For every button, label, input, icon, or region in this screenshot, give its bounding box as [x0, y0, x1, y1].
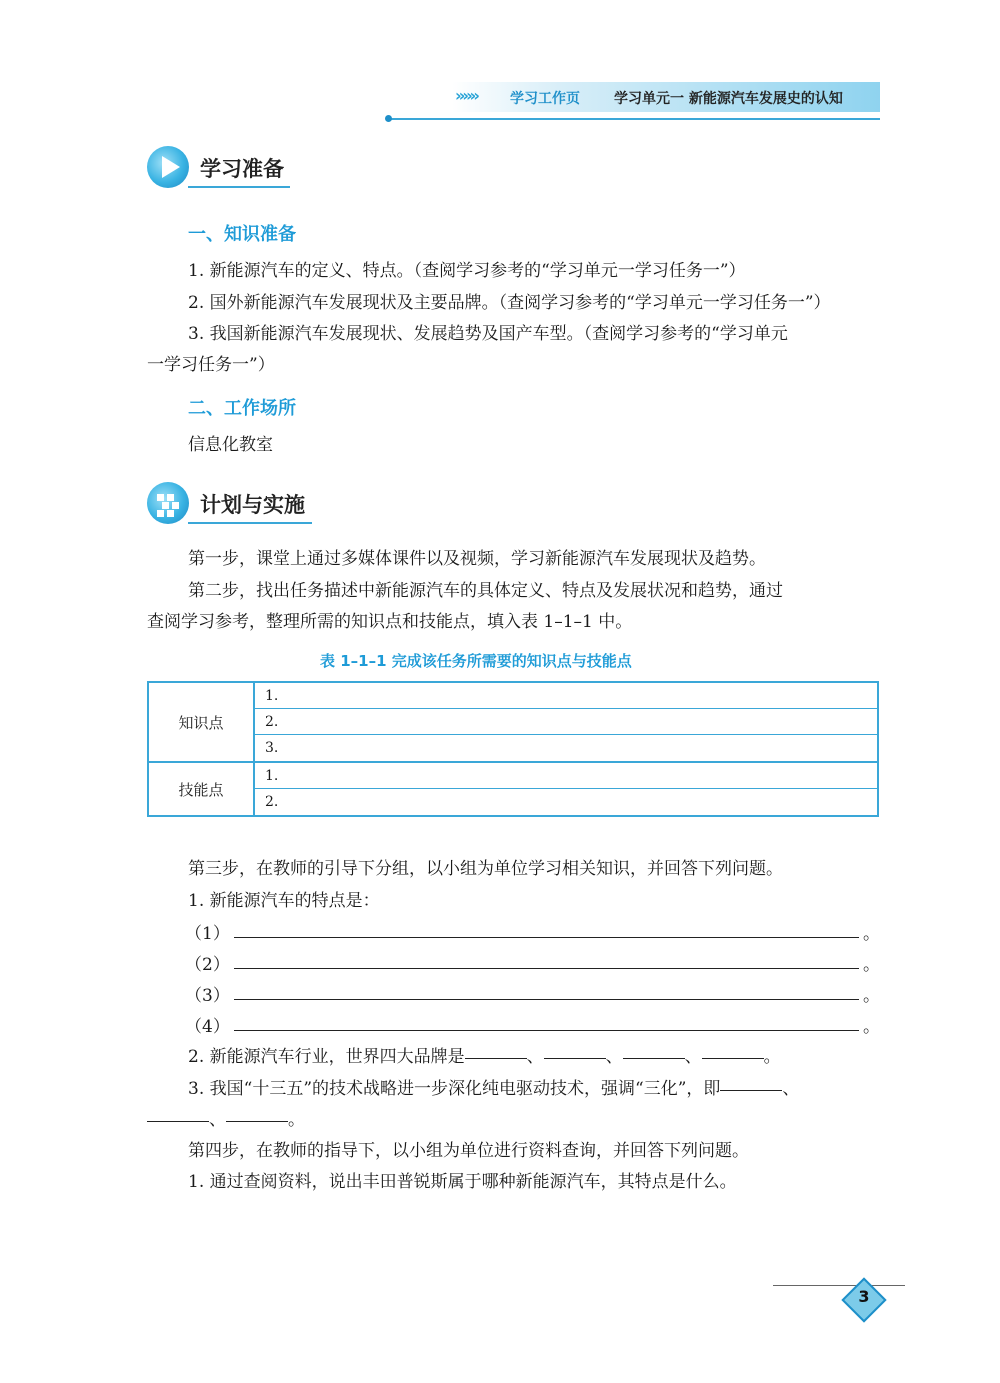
knowledge-heading: 一、知识准备 [188, 224, 296, 245]
separator: 、 [526, 1047, 544, 1067]
table-label: 技能点 [149, 763, 255, 815]
answer-blank[interactable] [720, 1089, 782, 1091]
answer-blank[interactable] [234, 936, 859, 938]
answer-row[interactable] [185, 951, 880, 975]
step3-question-3 [188, 1078, 799, 1100]
step3-question-3-cont [147, 1109, 305, 1131]
knowledge-skill-table [147, 681, 879, 817]
answer-blank[interactable] [234, 998, 859, 1000]
end-mark: 。 [288, 1110, 305, 1130]
step3-intro: 第三步，在教师的引导下分组，以小组为单位学习相关知识，并回答下列问题。 [188, 859, 783, 879]
answer-row[interactable] [185, 1013, 880, 1037]
step1-text: 第一步，课堂上通过多媒体课件以及视频，学习新能源汽车发展现状及趋势。 [188, 549, 766, 569]
step4-question-1: 1. 通过查阅资料，说出丰田普锐斯属于哪种新能源汽车，其特点是什么。 [188, 1172, 737, 1192]
answer-blank[interactable] [234, 1029, 859, 1031]
end-mark: 。 [863, 955, 880, 975]
page-number-rule [773, 1285, 905, 1286]
q3-text: 3. 我国“十三五”的技术战略进一步深化纯电驱动技术，强调“三化”，即 [188, 1079, 721, 1099]
end-mark: 。 [863, 986, 880, 1006]
step2-text: 查阅学习参考，整理所需的知识点和技能点，填入表 1–1–1 中。 [147, 612, 633, 632]
section-title-preparation: 学习准备 [200, 157, 284, 181]
header-rule [389, 118, 880, 120]
section-title-plan: 计划与实施 [200, 493, 305, 517]
separator: 、 [684, 1047, 702, 1067]
answer-row[interactable] [185, 920, 880, 944]
section-underline [188, 522, 312, 524]
step2-text: 第二步，找出任务描述中新能源汽车的具体定义、特点及发展状况和趋势，通过 [188, 581, 783, 601]
answer-blank[interactable] [234, 967, 859, 969]
knowledge-item: 3. 我国新能源汽车发展现状、发展趋势及国产车型。（查阅学习参考的“学习单元 [188, 324, 788, 344]
answer-blank[interactable] [147, 1120, 209, 1122]
workplace-value: 信息化教室 [188, 435, 273, 455]
table-cell[interactable]: 1. [255, 683, 877, 709]
separator: 、 [209, 1110, 226, 1130]
answer-label: （2） [185, 955, 230, 975]
header-work-page: 学习工作页 [510, 91, 580, 107]
answer-blank[interactable] [702, 1057, 764, 1059]
table-cell[interactable]: 2. [265, 794, 279, 810]
end-mark: 。 [763, 1047, 781, 1067]
q2-prefix: 2. 新能源汽车行业，世界四大品牌是 [188, 1047, 465, 1067]
play-icon [147, 146, 189, 188]
answer-label: （4） [185, 1017, 230, 1037]
step4-intro: 第四步，在教师的指导下，以小组为单位进行资料查询，并回答下列问题。 [188, 1141, 749, 1161]
header-dot [385, 115, 392, 122]
end-mark: 。 [863, 924, 880, 944]
step3-question-2 [188, 1046, 781, 1068]
grid-icon [147, 482, 189, 524]
table-cell[interactable]: 2. [255, 709, 877, 735]
header-unit-title: 学习单元一 新能源汽车发展史的认知 [614, 91, 843, 107]
table-cell[interactable]: 3. [265, 740, 279, 756]
table-cell[interactable]: 1. [255, 763, 877, 789]
table-label: 知识点 [149, 683, 255, 761]
separator: 、 [782, 1079, 800, 1099]
step3-question-1: 1. 新能源汽车的特点是： [188, 891, 380, 911]
knowledge-item: 一学习任务一”） [147, 355, 275, 375]
chevron-icon: »»» [455, 86, 478, 105]
answer-blank[interactable] [623, 1057, 685, 1059]
answer-blank[interactable] [465, 1057, 527, 1059]
table-group-knowledge [149, 683, 877, 763]
answer-label: （3） [185, 986, 230, 1006]
separator: 、 [605, 1047, 623, 1067]
knowledge-item: 1. 新能源汽车的定义、特点。（查阅学习参考的“学习单元一学习任务一”） [188, 261, 746, 281]
answer-label: （1） [185, 924, 230, 944]
answer-blank[interactable] [544, 1057, 606, 1059]
answer-blank[interactable] [226, 1120, 288, 1122]
page-number: 3 [858, 1287, 870, 1306]
section-underline [188, 186, 290, 188]
end-mark: 。 [863, 1017, 880, 1037]
table-caption: 表 1–1–1 完成该任务所需要的知识点与技能点 [320, 652, 632, 670]
table-group-skill [149, 763, 877, 815]
workplace-heading: 二、工作场所 [188, 398, 296, 419]
answer-row[interactable] [185, 982, 880, 1006]
knowledge-item: 2. 国外新能源汽车发展现状及主要品牌。（查阅学习参考的“学习单元一学习任务一”） [188, 293, 831, 313]
